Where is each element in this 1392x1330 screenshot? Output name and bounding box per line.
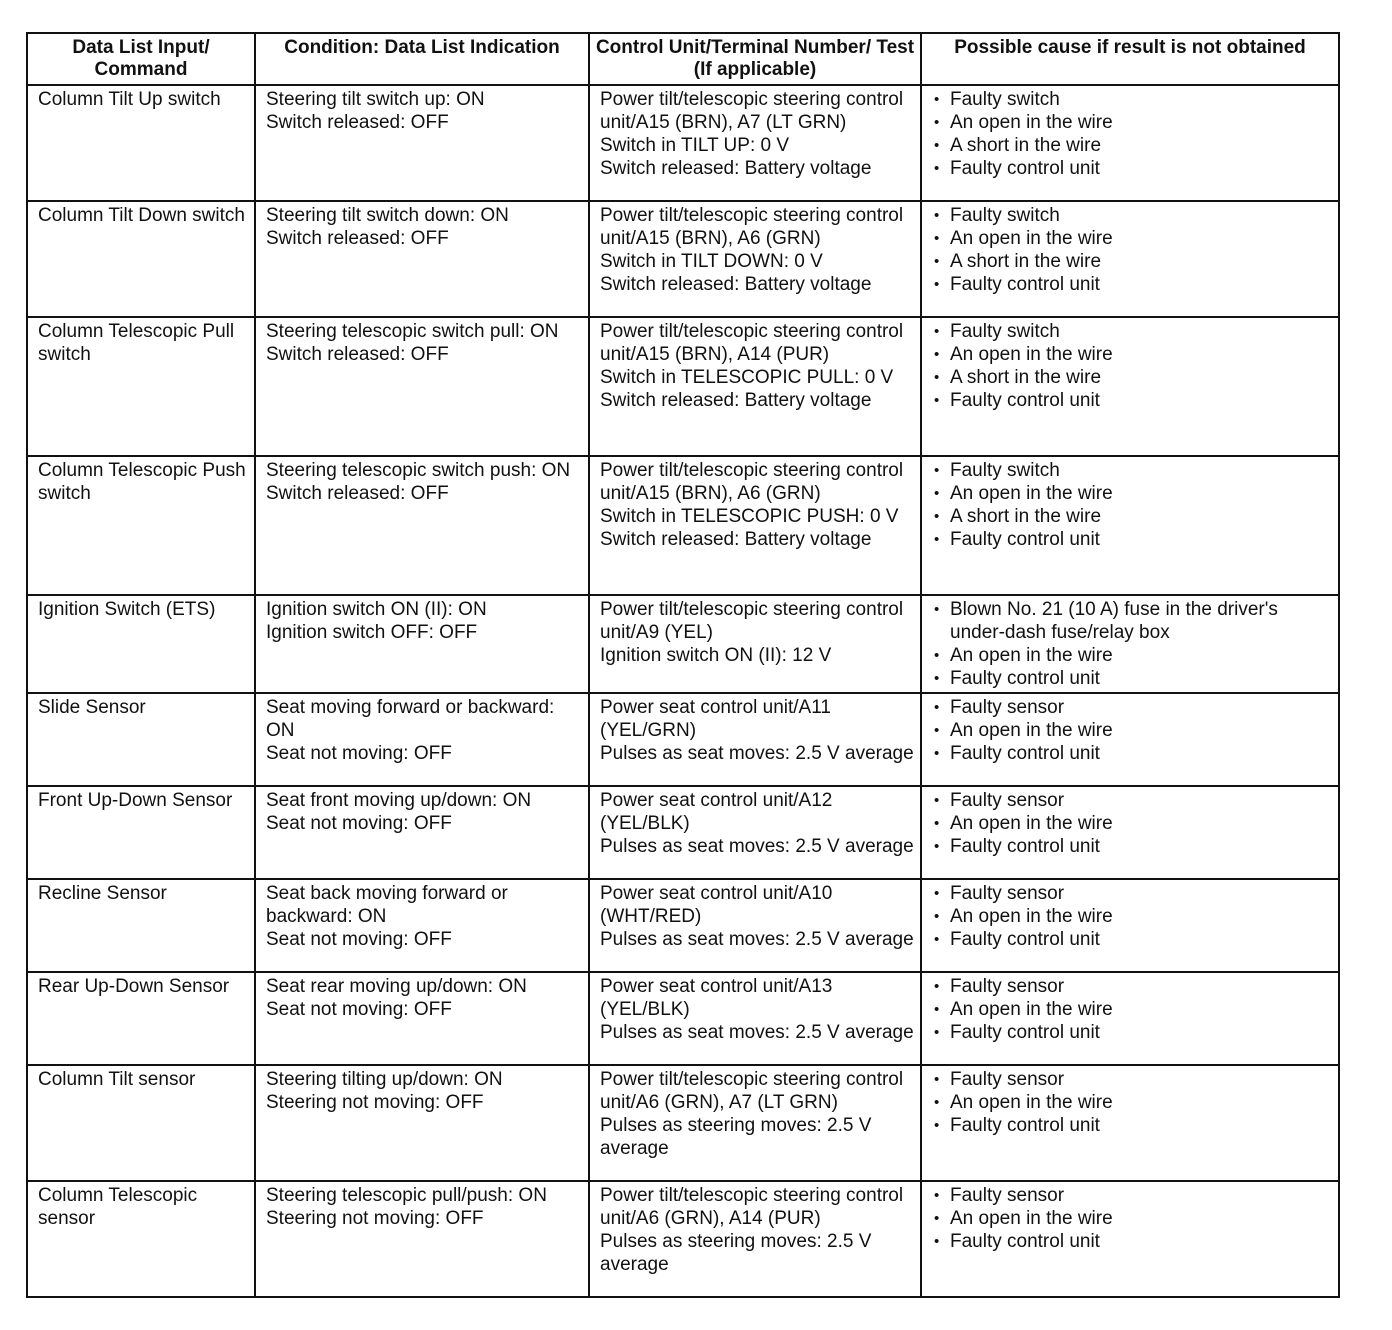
causes-list xyxy=(932,88,1332,180)
cell-input: Ignition Switch (ETS) xyxy=(27,595,255,693)
cause-item: • An open in the wire xyxy=(932,1091,1332,1114)
table-row xyxy=(27,879,1339,972)
cause-item: • Faulty control unit xyxy=(932,528,1332,551)
causes-list xyxy=(932,320,1332,412)
cause-item: • Faulty control unit xyxy=(932,1021,1332,1044)
cause-item: • Faulty control unit xyxy=(932,273,1332,296)
table-row xyxy=(27,595,1339,693)
control-line: Power seat control unit/A11 (YEL/GRN) xyxy=(600,697,831,741)
control-line: Power tilt/telescopic steering control unit/A15 (BRN), A6 (GRN) xyxy=(600,205,904,249)
cell-input: Rear Up-Down Sensor xyxy=(27,972,255,1065)
condition-line: Seat moving forward or backward: ON xyxy=(266,697,555,741)
cell-control xyxy=(589,1181,921,1297)
cause-item: • An open in the wire xyxy=(932,343,1332,366)
cause-item: • An open in the wire xyxy=(932,482,1332,505)
condition-line: Seat rear moving up/down: ON xyxy=(266,976,527,997)
cause-item: • Faulty sensor xyxy=(932,882,1332,905)
cause-item: • Faulty control unit xyxy=(932,157,1332,180)
cause-item: • A short in the wire xyxy=(932,505,1332,528)
causes-list xyxy=(932,789,1332,858)
cause-item: • An open in the wire xyxy=(932,905,1332,928)
control-line: Power tilt/telescopic steering control unit/A15 (BRN), A14 (PUR) xyxy=(600,321,904,365)
cause-item: • A short in the wire xyxy=(932,366,1332,389)
condition-line: Seat not moving: OFF xyxy=(266,929,452,950)
cause-item: • Faulty sensor xyxy=(932,975,1332,998)
condition-line: Seat back moving forward or backward: ON xyxy=(266,883,508,927)
control-line: Switch released: Battery voltage xyxy=(600,390,872,411)
cause-item: • Blown No. 21 (10 A) fuse in the driver's under-dash fuse/relay box xyxy=(932,598,1332,644)
cell-condition xyxy=(255,879,589,972)
causes-list xyxy=(932,696,1332,765)
cause-item: • An open in the wire xyxy=(932,719,1332,742)
cell-input: Column Telescopic sensor xyxy=(27,1181,255,1297)
cell-control xyxy=(589,972,921,1065)
cause-item: • A short in the wire xyxy=(932,250,1332,273)
cell-condition xyxy=(255,85,589,201)
cell-causes xyxy=(921,317,1339,456)
cell-input: Recline Sensor xyxy=(27,879,255,972)
control-line: Switch released: Battery voltage xyxy=(600,158,872,179)
cause-item: • Faulty control unit xyxy=(932,667,1332,690)
table-row xyxy=(27,972,1339,1065)
causes-list xyxy=(932,459,1332,551)
cause-item: • Faulty switch xyxy=(932,320,1332,343)
cause-item: • Faulty sensor xyxy=(932,1184,1332,1207)
cell-condition xyxy=(255,201,589,317)
cell-condition xyxy=(255,972,589,1065)
condition-line: Steering not moving: OFF xyxy=(266,1208,484,1229)
cell-input: Front Up-Down Sensor xyxy=(27,786,255,879)
cause-item: • An open in the wire xyxy=(932,644,1332,667)
cause-item: • An open in the wire xyxy=(932,998,1332,1021)
control-line: Pulses as seat moves: 2.5 V average xyxy=(600,929,914,950)
cell-input: Column Tilt Down switch xyxy=(27,201,255,317)
cell-control xyxy=(589,693,921,786)
cell-input: Column Telescopic Push switch xyxy=(27,456,255,595)
table-row xyxy=(27,693,1339,786)
control-line: Power tilt/telescopic steering control unit/A6 (GRN), A7 (LT GRN) xyxy=(600,1069,904,1113)
cell-causes xyxy=(921,786,1339,879)
table-row xyxy=(27,1065,1339,1181)
cell-condition xyxy=(255,456,589,595)
condition-line: Steering tilt switch down: ON xyxy=(266,205,509,226)
causes-list xyxy=(932,1184,1332,1253)
cell-control xyxy=(589,1065,921,1181)
condition-line: Steering tilting up/down: ON xyxy=(266,1069,503,1090)
control-line: Pulses as steering moves: 2.5 V average xyxy=(600,1115,872,1159)
cause-item: • Faulty control unit xyxy=(932,928,1332,951)
cell-control xyxy=(589,317,921,456)
control-line: Power seat control unit/A12 (YEL/BLK) xyxy=(600,790,833,834)
header-control: Control Unit/Terminal Number/ Test (If applicable) xyxy=(589,33,921,85)
cause-item: • Faulty control unit xyxy=(932,389,1332,412)
causes-list xyxy=(932,598,1332,690)
control-line: Switch released: Battery voltage xyxy=(600,529,872,550)
cell-condition xyxy=(255,1065,589,1181)
cell-input: Slide Sensor xyxy=(27,693,255,786)
control-line: Power seat control unit/A10 (WHT/RED) xyxy=(600,883,833,927)
causes-list xyxy=(932,1068,1332,1137)
cell-condition xyxy=(255,595,589,693)
control-line: Power tilt/telescopic steering control unit/A15 (BRN), A7 (LT GRN) xyxy=(600,89,904,133)
control-line: Pulses as steering moves: 2.5 V average xyxy=(600,1231,872,1275)
cause-item: • Faulty switch xyxy=(932,459,1332,482)
condition-line: Ignition switch OFF: OFF xyxy=(266,622,478,643)
control-line: Switch in TELESCOPIC PUSH: 0 V xyxy=(600,506,899,527)
cause-item: • Faulty switch xyxy=(932,204,1332,227)
causes-list xyxy=(932,975,1332,1044)
table-row xyxy=(27,201,1339,317)
condition-line: Steering telescopic pull/push: ON xyxy=(266,1185,547,1206)
table-row xyxy=(27,786,1339,879)
header-causes: Possible cause if result is not obtained xyxy=(921,33,1339,85)
condition-line: Steering not moving: OFF xyxy=(266,1092,484,1113)
cell-control xyxy=(589,456,921,595)
cause-item: • An open in the wire xyxy=(932,1207,1332,1230)
cell-causes xyxy=(921,693,1339,786)
cause-item: • Faulty sensor xyxy=(932,696,1332,719)
cell-causes xyxy=(921,879,1339,972)
cause-item: • An open in the wire xyxy=(932,812,1332,835)
cell-input: Column Telescopic Pull switch xyxy=(27,317,255,456)
table-row xyxy=(27,456,1339,595)
cell-causes xyxy=(921,595,1339,693)
cell-control xyxy=(589,786,921,879)
condition-line: Steering telescopic switch pull: ON xyxy=(266,321,559,342)
table-row xyxy=(27,85,1339,201)
table-body xyxy=(27,85,1339,1297)
control-line: Pulses as seat moves: 2.5 V average xyxy=(600,1022,914,1043)
cell-condition xyxy=(255,1181,589,1297)
cause-item: • Faulty switch xyxy=(932,88,1332,111)
header-row xyxy=(27,33,1339,85)
control-line: Switch in TILT UP: 0 V xyxy=(600,135,790,156)
cell-input: Column Tilt Up switch xyxy=(27,85,255,201)
control-line: Switch released: Battery voltage xyxy=(600,274,872,295)
table-row xyxy=(27,317,1339,456)
control-line: Ignition switch ON (II): 12 V xyxy=(600,645,832,666)
condition-line: Switch released: OFF xyxy=(266,483,449,504)
cause-item: • An open in the wire xyxy=(932,227,1332,250)
cause-item: • An open in the wire xyxy=(932,111,1332,134)
control-line: Power tilt/telescopic steering control unit/A9 (YEL) xyxy=(600,599,904,643)
cell-causes xyxy=(921,1065,1339,1181)
condition-line: Seat not moving: OFF xyxy=(266,743,452,764)
cell-control xyxy=(589,201,921,317)
condition-line: Switch released: OFF xyxy=(266,112,449,133)
cell-causes xyxy=(921,201,1339,317)
causes-list xyxy=(932,204,1332,296)
cell-control xyxy=(589,85,921,201)
header-condition: Condition: Data List Indication xyxy=(255,33,589,85)
control-line: Power tilt/telescopic steering control unit/A6 (GRN), A14 (PUR) xyxy=(600,1185,904,1229)
control-line: Power tilt/telescopic steering control unit/A15 (BRN), A6 (GRN) xyxy=(600,460,904,504)
cause-item: • Faulty control unit xyxy=(932,835,1332,858)
cell-causes xyxy=(921,456,1339,595)
cell-condition xyxy=(255,786,589,879)
condition-line: Steering telescopic switch push: ON xyxy=(266,460,571,481)
condition-line: Seat front moving up/down: ON xyxy=(266,790,532,811)
header-input: Data List Input/ Command xyxy=(27,33,255,85)
data-list-table xyxy=(26,32,1340,1298)
cell-condition xyxy=(255,693,589,786)
condition-line: Seat not moving: OFF xyxy=(266,813,452,834)
cell-input: Column Tilt sensor xyxy=(27,1065,255,1181)
cause-item: • Faulty control unit xyxy=(932,1230,1332,1253)
cause-item: • Faulty sensor xyxy=(932,789,1332,812)
causes-list xyxy=(932,882,1332,951)
cause-item: • Faulty control unit xyxy=(932,1114,1332,1137)
control-line: Pulses as seat moves: 2.5 V average xyxy=(600,743,914,764)
condition-line: Switch released: OFF xyxy=(266,344,449,365)
table-row xyxy=(27,1181,1339,1297)
cause-item: • A short in the wire xyxy=(932,134,1332,157)
cause-item: • Faulty control unit xyxy=(932,742,1332,765)
cell-condition xyxy=(255,317,589,456)
control-line: Power seat control unit/A13 (YEL/BLK) xyxy=(600,976,833,1020)
condition-line: Ignition switch ON (II): ON xyxy=(266,599,487,620)
condition-line: Steering tilt switch up: ON xyxy=(266,89,485,110)
control-line: Switch in TILT DOWN: 0 V xyxy=(600,251,823,272)
condition-line: Switch released: OFF xyxy=(266,228,449,249)
cell-control xyxy=(589,595,921,693)
data-list-sheet xyxy=(26,32,1338,1298)
control-line: Switch in TELESCOPIC PULL: 0 V xyxy=(600,367,894,388)
control-line: Pulses as seat moves: 2.5 V average xyxy=(600,836,914,857)
table-header xyxy=(27,33,1339,85)
cell-control xyxy=(589,879,921,972)
cell-causes xyxy=(921,85,1339,201)
condition-line: Seat not moving: OFF xyxy=(266,999,452,1020)
cell-causes xyxy=(921,972,1339,1065)
cell-causes xyxy=(921,1181,1339,1297)
cause-item: • Faulty sensor xyxy=(932,1068,1332,1091)
